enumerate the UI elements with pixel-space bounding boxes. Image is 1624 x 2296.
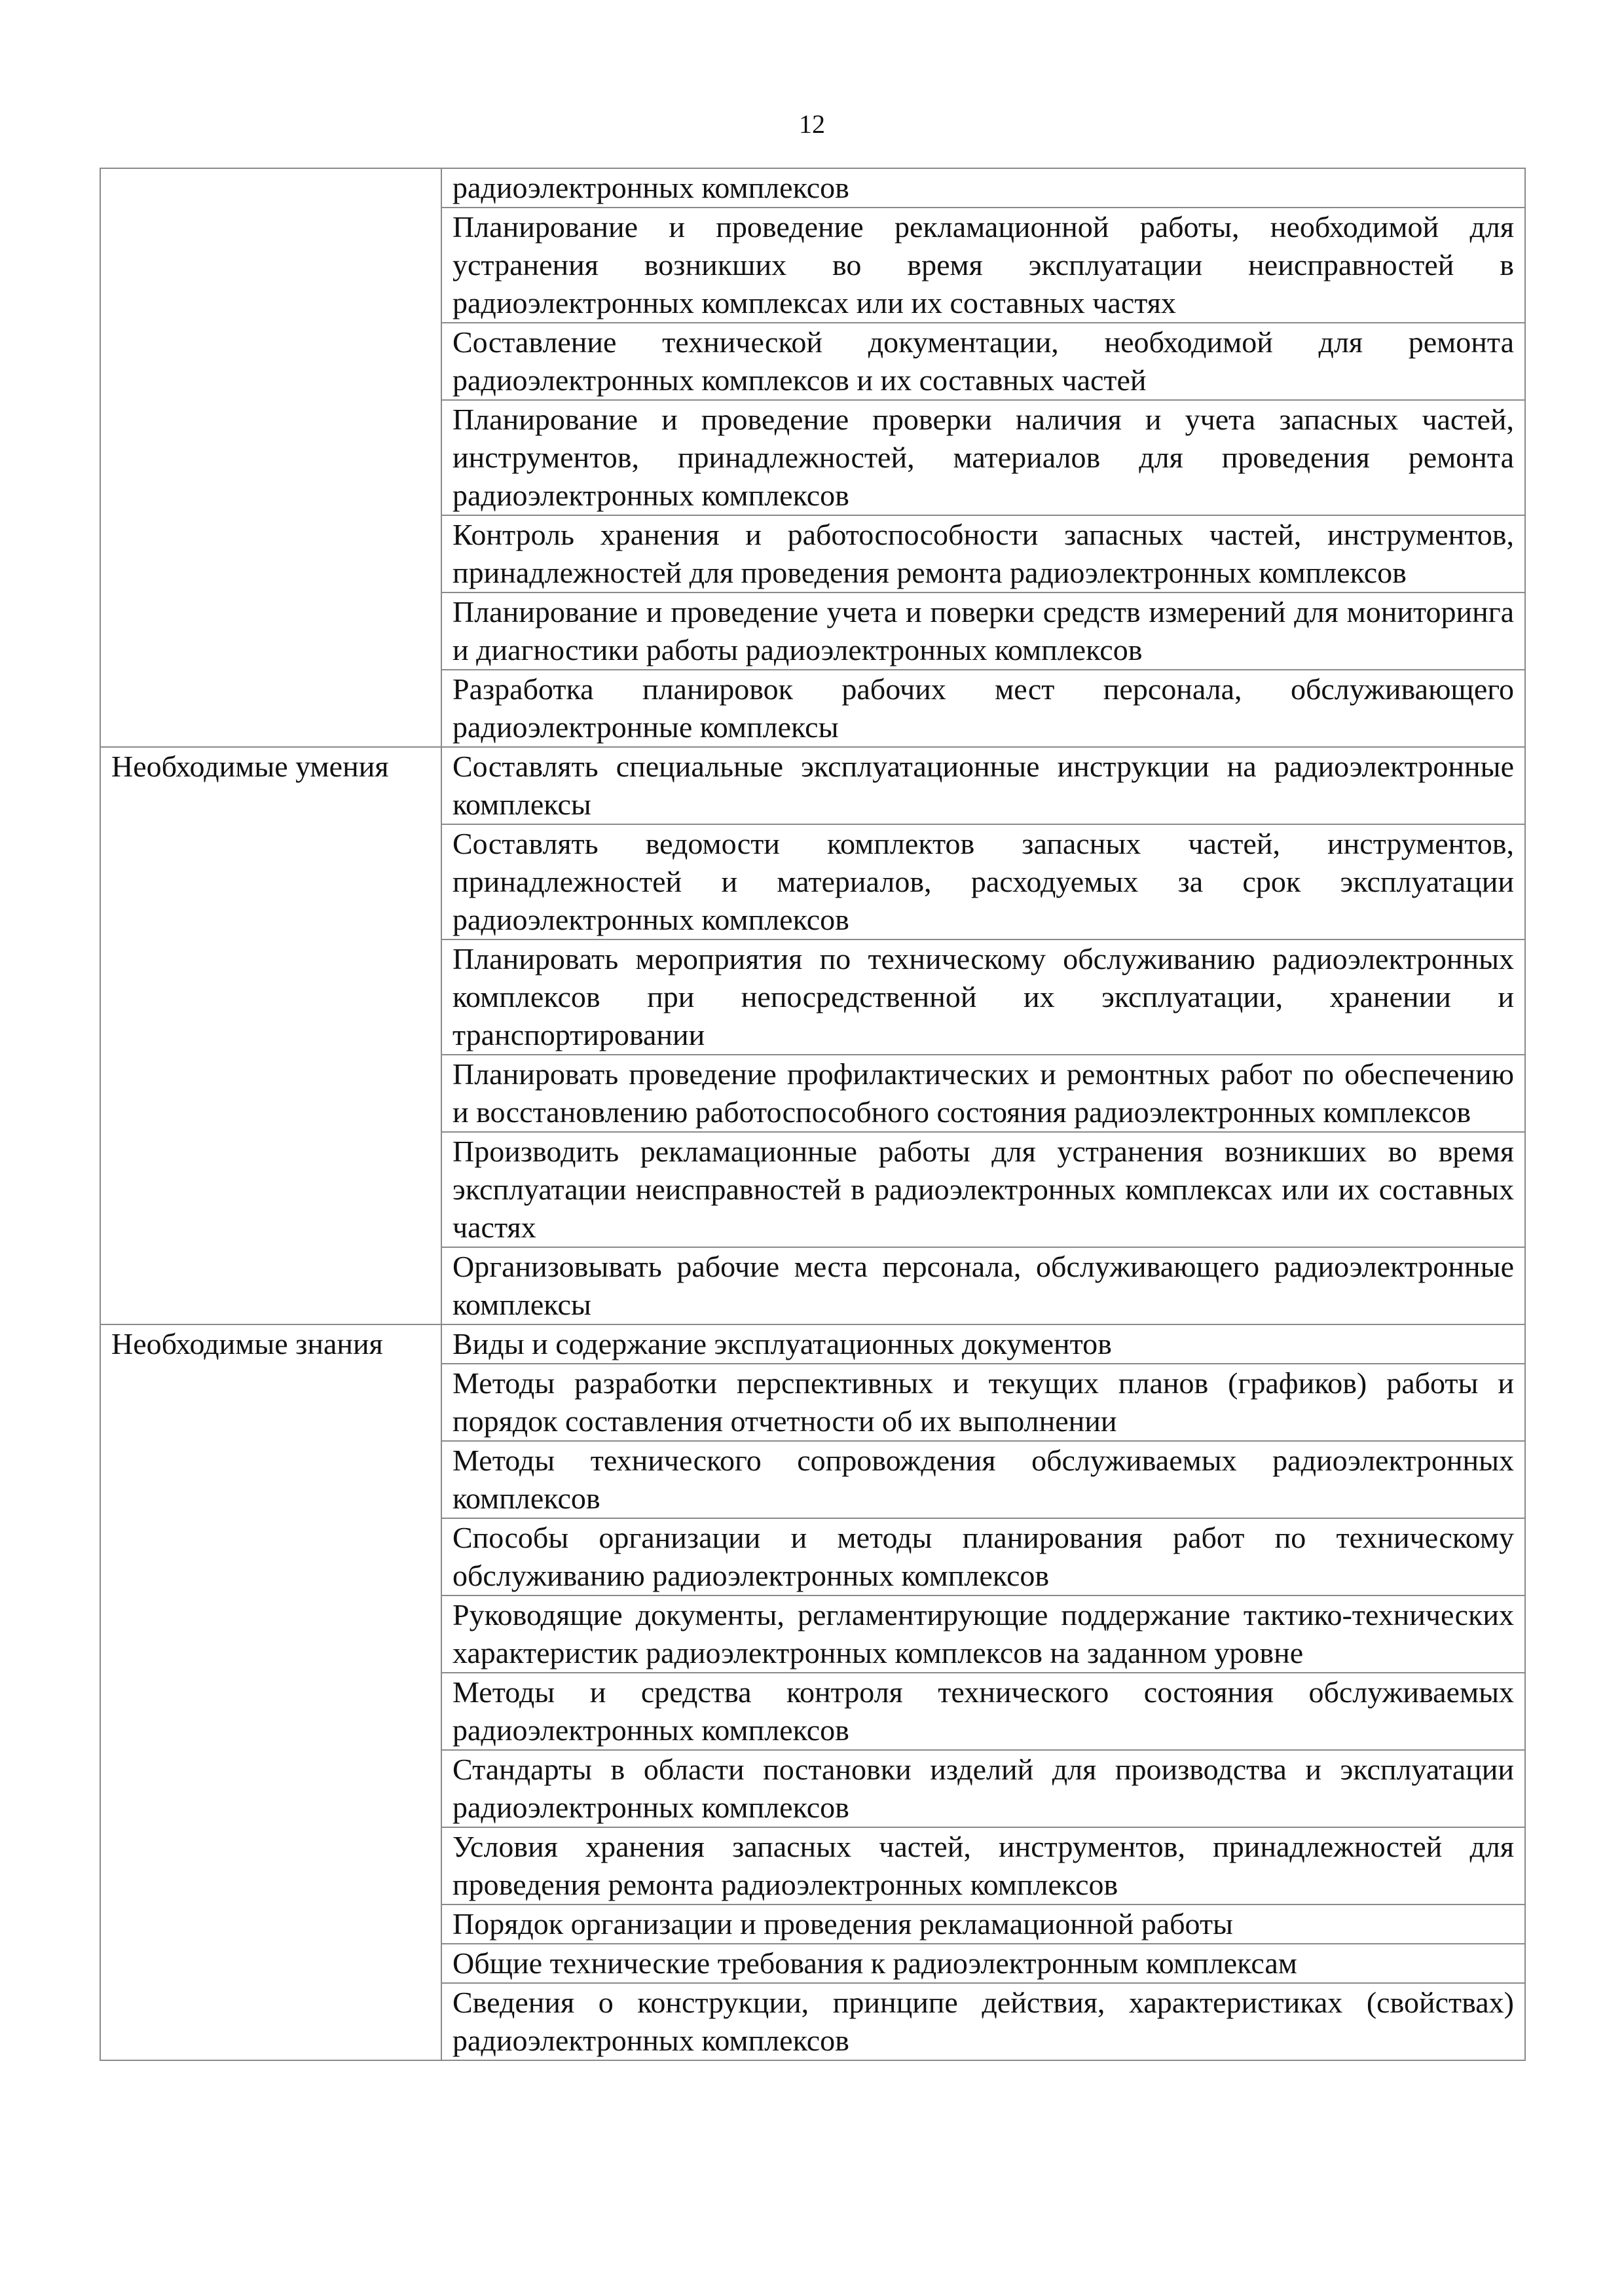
page-number: 12: [799, 109, 825, 139]
qualification-table: [100, 168, 1526, 2061]
requirement-cell: радиоэлектронных комплексов: [441, 168, 1525, 208]
requirement-cell: Составлять ведомости комплектов запасных частей, инструментов, принадлежностей и материалов, расходуемых за срок эксплуатации радиоэлектронных комплексов: [441, 824, 1525, 939]
table-row: [100, 168, 1525, 208]
table-body: [100, 168, 1525, 2060]
requirement-cell: Руководящие документы, регламентирующие поддержание тактико-технических характеристик радиоэлектронных комплексов на заданном уровне: [441, 1595, 1525, 1673]
requirement-cell: Планировать мероприятия по техническому обслуживанию радиоэлектронных комплексов при непосредственной их эксплуатации, хранении и транспортировании: [441, 939, 1525, 1055]
table-row: [100, 747, 1525, 824]
requirement-cell: Виды и содержание эксплуатационных документов: [441, 1324, 1525, 1364]
requirement-cell: Планирование и проведение учета и поверки средств измерений для мониторинга и диагностики работы радиоэлектронных комплексов: [441, 592, 1525, 670]
requirement-cell: Методы технического сопровождения обслуживаемых радиоэлектронных комплексов: [441, 1441, 1525, 1518]
requirement-cell: Условия хранения запасных частей, инструментов, принадлежностей для проведения ремонта радиоэлектронных комплексов: [441, 1827, 1525, 1904]
requirement-cell: Организовывать рабочие места персонала, обслуживающего радиоэлектронные комплексы: [441, 1247, 1525, 1324]
section-label: [100, 168, 441, 747]
requirement-cell: Планирование и проведение проверки наличия и учета запасных частей, инструментов, принадлежностей, материалов для проведения ремонта радиоэлектронных комплексов: [441, 400, 1525, 515]
requirement-cell: Составление технической документации, необходимой для ремонта радиоэлектронных комплексов и их составных частей: [441, 323, 1525, 400]
requirement-cell: Методы разработки перспективных и текущих планов (графиков) работы и порядок составления отчетности об их выполнении: [441, 1364, 1525, 1441]
requirement-cell: Способы организации и методы планирования работ по техническому обслуживанию радиоэлектронных комплексов: [441, 1518, 1525, 1595]
requirement-cell: Составлять специальные эксплуатационные инструкции на радиоэлектронные комплексы: [441, 747, 1525, 824]
table-row: [100, 1324, 1525, 1364]
requirement-cell: Производить рекламационные работы для устранения возникших во время эксплуатации неисправностей в радиоэлектронных комплексах или их составных частях: [441, 1132, 1525, 1247]
requirement-cell: Порядок организации и проведения рекламационной работы: [441, 1904, 1525, 1944]
requirement-cell: Сведения о конструкции, принципе действия, характеристиках (свойствах) радиоэлектронных комплексов: [441, 1983, 1525, 2060]
requirement-cell: Планирование и проведение рекламационной работы, необходимой для устранения возникших во время эксплуатации неисправностей в радиоэлектронных комплексах или их составных частях: [441, 208, 1525, 323]
requirement-cell: Общие технические требования к радиоэлектронным комплексам: [441, 1944, 1525, 1983]
requirement-cell: Методы и средства контроля технического состояния обслуживаемых радиоэлектронных комплексов: [441, 1673, 1525, 1750]
section-label: Необходимые умения: [100, 747, 441, 1324]
requirement-cell: Планировать проведение профилактических и ремонтных работ по обеспечению и восстановлению работоспособного состояния радиоэлектронных комплексов: [441, 1055, 1525, 1132]
requirement-cell: Стандарты в области постановки изделий для производства и эксплуатации радиоэлектронных комплексов: [441, 1750, 1525, 1827]
requirement-cell: Разработка планировок рабочих мест персонала, обслуживающего радиоэлектронные комплексы: [441, 670, 1525, 747]
section-label: Необходимые знания: [100, 1324, 441, 2060]
requirement-cell: Контроль хранения и работоспособности запасных частей, инструментов, принадлежностей для проведения ремонта радиоэлектронных комплексов: [441, 515, 1525, 592]
